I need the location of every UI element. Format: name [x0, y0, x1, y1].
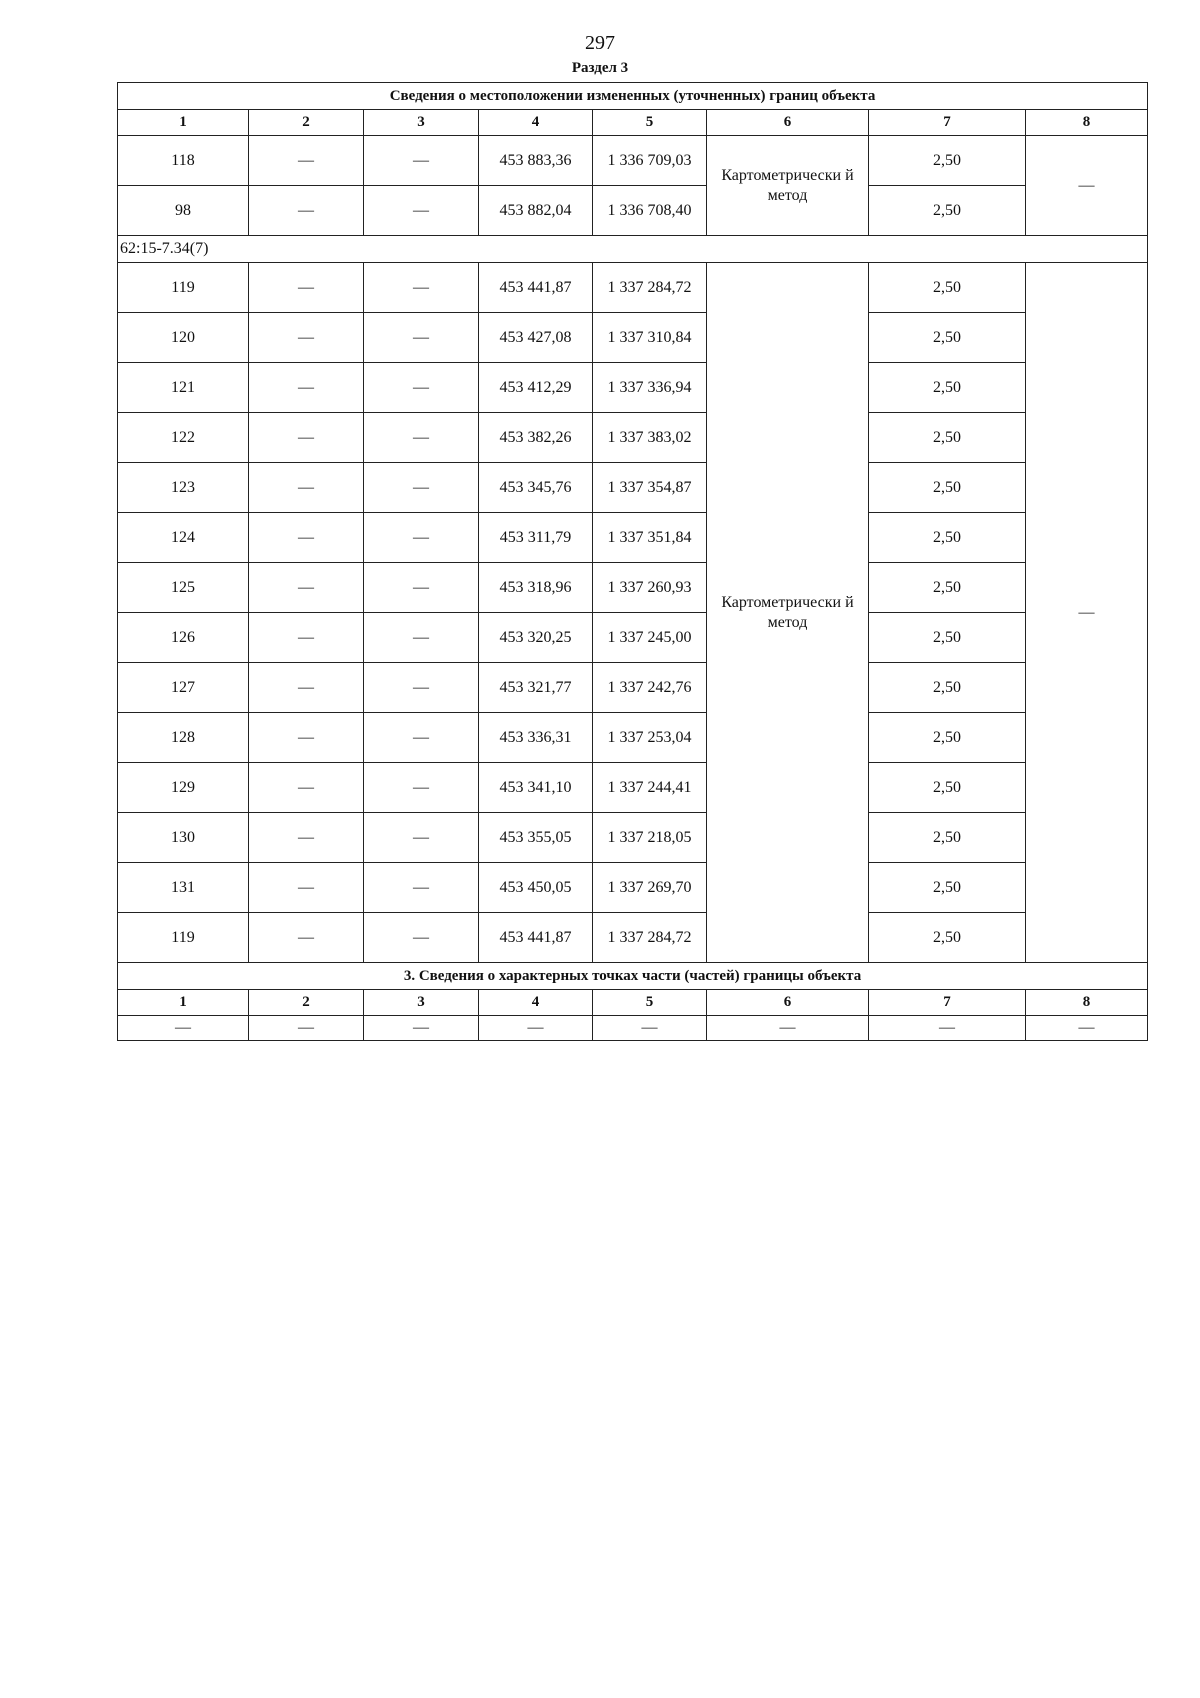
accuracy-cell: 2,50	[869, 463, 1026, 513]
dash-cell: —	[364, 136, 479, 186]
table-row	[118, 913, 1148, 963]
y-coordinate-cell: 1 337 269,70	[593, 863, 707, 913]
table-row	[118, 363, 1148, 413]
point-number-cell: 119	[118, 913, 249, 963]
table-row	[118, 813, 1148, 863]
dash-cell: —	[364, 563, 479, 613]
dash-cell: —	[249, 413, 364, 463]
column-header: 2	[249, 990, 364, 1016]
table-row	[118, 463, 1148, 513]
object-label-row	[118, 236, 1148, 263]
dash-cell: —	[364, 1016, 479, 1041]
x-coordinate-cell: 453 341,10	[479, 763, 593, 813]
dash-cell: —	[249, 136, 364, 186]
dash-cell: —	[479, 1016, 593, 1041]
description-cell: —	[1026, 136, 1148, 236]
dash-cell: —	[364, 413, 479, 463]
dash-cell: —	[364, 863, 479, 913]
y-coordinate-cell: 1 337 351,84	[593, 513, 707, 563]
table-caption: Сведения о местоположении измененных (уточненных) границ объекта	[118, 83, 1148, 110]
x-coordinate-cell: 453 382,26	[479, 413, 593, 463]
y-coordinate-cell: 1 336 708,40	[593, 186, 707, 236]
dash-cell: —	[364, 513, 479, 563]
column-header-row	[118, 990, 1148, 1016]
column-header: 4	[479, 110, 593, 136]
dash-cell: —	[249, 663, 364, 713]
page-number: 297	[585, 32, 615, 54]
point-number-cell: 128	[118, 713, 249, 763]
y-coordinate-cell: 1 337 383,02	[593, 413, 707, 463]
point-number-cell: 121	[118, 363, 249, 413]
x-coordinate-cell: 453 345,76	[479, 463, 593, 513]
x-coordinate-cell: 453 321,77	[479, 663, 593, 713]
x-coordinate-cell: 453 441,87	[479, 263, 593, 313]
dash-cell: —	[249, 363, 364, 413]
column-header: 4	[479, 990, 593, 1016]
x-coordinate-cell: 453 311,79	[479, 513, 593, 563]
point-number-cell: 126	[118, 613, 249, 663]
y-coordinate-cell: 1 337 253,04	[593, 713, 707, 763]
dash-cell: —	[364, 186, 479, 236]
accuracy-cell: 2,50	[869, 413, 1026, 463]
column-header: 5	[593, 110, 707, 136]
point-number-cell: 123	[118, 463, 249, 513]
dash-cell: —	[364, 313, 479, 363]
accuracy-cell: 2,50	[869, 813, 1026, 863]
table-row	[118, 413, 1148, 463]
x-coordinate-cell: 453 427,08	[479, 313, 593, 363]
dash-cell: —	[364, 913, 479, 963]
table-caption-row	[118, 83, 1148, 110]
x-coordinate-cell: 453 318,96	[479, 563, 593, 613]
y-coordinate-cell: 1 336 709,03	[593, 136, 707, 186]
column-header: 7	[869, 110, 1026, 136]
x-coordinate-cell: 453 883,36	[479, 136, 593, 186]
table2-caption: 3. Сведения о характерных точках части (частей) границы объекта	[118, 963, 1148, 990]
y-coordinate-cell: 1 337 244,41	[593, 763, 707, 813]
y-coordinate-cell: 1 337 242,76	[593, 663, 707, 713]
y-coordinate-cell: 1 337 336,94	[593, 363, 707, 413]
accuracy-cell: 2,50	[869, 263, 1026, 313]
column-header: 3	[364, 110, 479, 136]
accuracy-cell: 2,50	[869, 863, 1026, 913]
x-coordinate-cell: 453 450,05	[479, 863, 593, 913]
point-number-cell: 122	[118, 413, 249, 463]
accuracy-cell: 2,50	[869, 663, 1026, 713]
table-row	[118, 263, 1148, 313]
dash-cell: —	[249, 763, 364, 813]
column-header: 5	[593, 990, 707, 1016]
dash-cell: —	[364, 763, 479, 813]
accuracy-cell: 2,50	[869, 713, 1026, 763]
boundary-coordinates-table	[117, 82, 1148, 1041]
point-number-cell: 129	[118, 763, 249, 813]
dash-cell: —	[707, 1016, 869, 1041]
dash-cell: —	[249, 463, 364, 513]
column-header: 8	[1026, 110, 1148, 136]
accuracy-cell: 2,50	[869, 136, 1026, 186]
dash-cell: —	[869, 1016, 1026, 1041]
accuracy-cell: 2,50	[869, 186, 1026, 236]
accuracy-cell: 2,50	[869, 613, 1026, 663]
table-row	[118, 136, 1148, 186]
accuracy-cell: 2,50	[869, 563, 1026, 613]
dash-cell: —	[249, 313, 364, 363]
y-coordinate-cell: 1 337 310,84	[593, 313, 707, 363]
x-coordinate-cell: 453 882,04	[479, 186, 593, 236]
column-header: 3	[364, 990, 479, 1016]
dash-cell: —	[249, 813, 364, 863]
point-number-cell: 131	[118, 863, 249, 913]
point-number-cell: 119	[118, 263, 249, 313]
point-number-cell: 98	[118, 186, 249, 236]
x-coordinate-cell: 453 355,05	[479, 813, 593, 863]
table2-row	[118, 1016, 1148, 1041]
accuracy-cell: 2,50	[869, 763, 1026, 813]
column-header: 6	[707, 110, 869, 136]
accuracy-cell: 2,50	[869, 913, 1026, 963]
x-coordinate-cell: 453 412,29	[479, 363, 593, 413]
dash-cell: —	[364, 713, 479, 763]
dash-cell: —	[364, 263, 479, 313]
dash-cell: —	[1026, 1016, 1148, 1041]
column-header: 1	[118, 990, 249, 1016]
point-number-cell: 118	[118, 136, 249, 186]
method-cell: Картометрически й метод	[707, 263, 869, 963]
dash-cell: —	[364, 613, 479, 663]
table-row	[118, 763, 1148, 813]
y-coordinate-cell: 1 337 260,93	[593, 563, 707, 613]
point-number-cell: 124	[118, 513, 249, 563]
dash-cell: —	[249, 913, 364, 963]
dash-cell: —	[118, 1016, 249, 1041]
dash-cell: —	[249, 563, 364, 613]
accuracy-cell: 2,50	[869, 363, 1026, 413]
column-header: 6	[707, 990, 869, 1016]
dash-cell: —	[364, 663, 479, 713]
y-coordinate-cell: 1 337 354,87	[593, 463, 707, 513]
x-coordinate-cell: 453 320,25	[479, 613, 593, 663]
column-header: 8	[1026, 990, 1148, 1016]
point-number-cell: 120	[118, 313, 249, 363]
point-number-cell: 125	[118, 563, 249, 613]
dash-cell: —	[364, 363, 479, 413]
point-number-cell: 130	[118, 813, 249, 863]
table-row	[118, 563, 1148, 613]
dash-cell: —	[249, 713, 364, 763]
dash-cell: —	[249, 263, 364, 313]
x-coordinate-cell: 453 336,31	[479, 713, 593, 763]
y-coordinate-cell: 1 337 284,72	[593, 913, 707, 963]
accuracy-cell: 2,50	[869, 513, 1026, 563]
dash-cell: —	[593, 1016, 707, 1041]
dash-cell: —	[249, 186, 364, 236]
y-coordinate-cell: 1 337 218,05	[593, 813, 707, 863]
dash-cell: —	[249, 613, 364, 663]
section-title: Раздел 3	[571, 60, 629, 76]
y-coordinate-cell: 1 337 245,00	[593, 613, 707, 663]
column-header: 7	[869, 990, 1026, 1016]
column-header-row	[118, 110, 1148, 136]
dash-cell: —	[364, 813, 479, 863]
dash-cell: —	[249, 513, 364, 563]
table-row	[118, 613, 1148, 663]
table-row	[118, 513, 1148, 563]
column-header: 2	[249, 110, 364, 136]
accuracy-cell: 2,50	[869, 313, 1026, 363]
dash-cell: —	[249, 1016, 364, 1041]
table-row	[118, 713, 1148, 763]
dash-cell: —	[364, 463, 479, 513]
column-header: 1	[118, 110, 249, 136]
method-cell: Картометрически й метод	[707, 136, 869, 236]
description-cell: —	[1026, 263, 1148, 963]
object-label: 62:15-7.34(7)	[118, 236, 1148, 263]
table-row	[118, 663, 1148, 713]
x-coordinate-cell: 453 441,87	[479, 913, 593, 963]
y-coordinate-cell: 1 337 284,72	[593, 263, 707, 313]
table-row	[118, 313, 1148, 363]
dash-cell: —	[249, 863, 364, 913]
table2-caption-row	[118, 963, 1148, 990]
table-row	[118, 186, 1148, 236]
point-number-cell: 127	[118, 663, 249, 713]
table-row	[118, 863, 1148, 913]
